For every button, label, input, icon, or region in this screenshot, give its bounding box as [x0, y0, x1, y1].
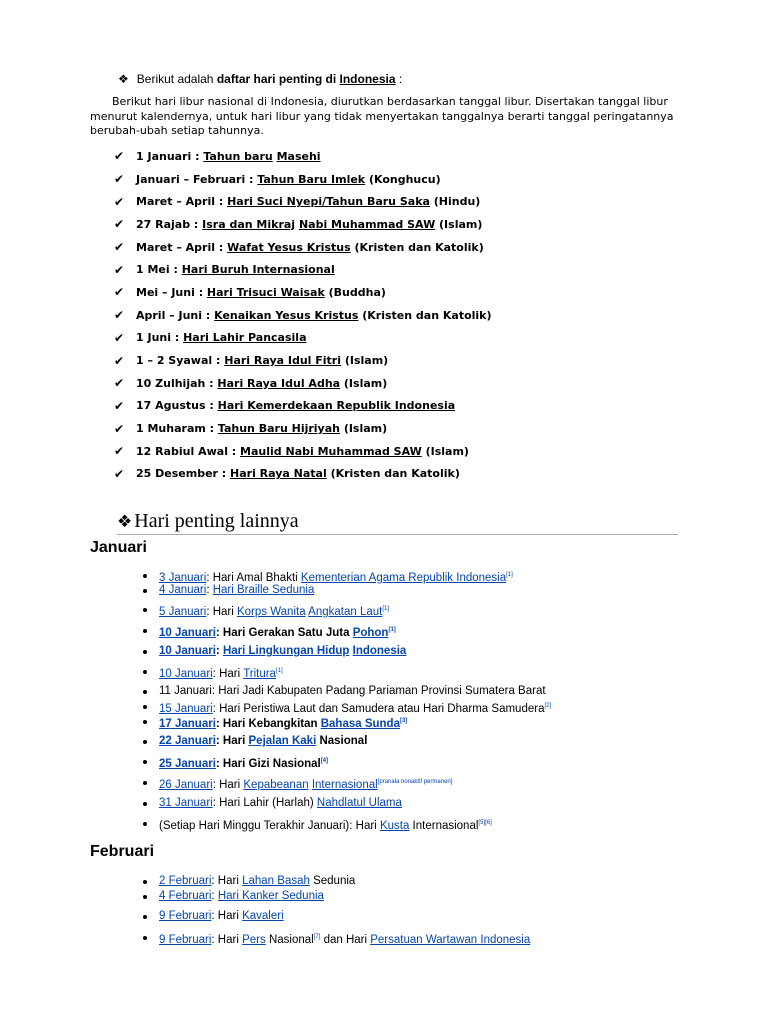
holiday-date: 10 Zulhijah :: [136, 376, 218, 390]
diamond-bullet-icon: ❖: [118, 72, 129, 86]
list-item: [140, 714, 551, 734]
event-text: : Hari: [212, 667, 244, 680]
checkmark-icon: ✔: [114, 330, 125, 345]
event-link[interactable]: Nahdlatul Ulama: [316, 797, 402, 809]
event-text: : Hari: [206, 605, 237, 618]
event-text: :: [211, 890, 218, 902]
list-item: [140, 775, 551, 796]
list-item: [114, 463, 492, 486]
holiday-list: [114, 145, 492, 485]
event-link[interactable]: Kavaleri: [242, 910, 284, 922]
holiday-note: (Islam): [339, 422, 388, 436]
month-heading-januari: Januari: [90, 539, 147, 556]
event-link[interactable]: 4 Januari: [159, 584, 207, 596]
checkmark-icon: ✔: [114, 172, 125, 187]
holiday-text: [136, 445, 469, 458]
holiday-link[interactable]: Hari Raya Idul Fitri: [224, 354, 342, 368]
event-link[interactable]: 10 Januari: [159, 667, 213, 680]
holiday-date: Januari – Februari :: [136, 172, 258, 186]
month-heading-februari: Februari: [90, 843, 155, 860]
holiday-link[interactable]: Hari Lahir Pancasila: [183, 331, 307, 345]
list-item: [140, 568, 551, 583]
event-link[interactable]: 31 Januari: [159, 797, 213, 809]
intro-line: [118, 72, 402, 86]
list-item: [114, 395, 492, 418]
list-item: [140, 644, 551, 664]
event-text: : Hari: [211, 875, 243, 887]
checkmark-icon: ✔: [114, 217, 125, 232]
holiday-date: 17 Agustus :: [136, 399, 218, 413]
holiday-note: (Konghucu): [365, 172, 441, 186]
checkmark-icon: ✔: [114, 285, 125, 300]
list-item: [140, 583, 551, 602]
event-text: : Hari Gerakan Satu Juta: [215, 626, 353, 639]
event-link[interactable]: Hari Braille Sedunia: [212, 584, 315, 596]
list-item: [140, 754, 551, 775]
holiday-note: (Islam): [421, 444, 469, 458]
holiday-date: 1 Mei :: [136, 263, 182, 277]
holiday-date: 1 Januari :: [136, 149, 204, 163]
event-link[interactable]: 2 Februari: [159, 875, 212, 887]
event-link[interactable]: 26 Januari: [159, 778, 213, 791]
holiday-date: 25 Desember :: [136, 467, 231, 481]
holiday-link[interactable]: Tahun Baru Hijriyah: [217, 422, 340, 436]
event-link[interactable]: 5 Januari: [159, 605, 207, 618]
event-link[interactable]: 22 Januari: [159, 735, 216, 747]
list-item: [114, 168, 492, 191]
holiday-note: (Islam): [340, 376, 388, 390]
event-link[interactable]: Pohon: [352, 626, 389, 639]
section-heading: [117, 510, 678, 535]
event-text: : Hari Lahir (Harlah): [212, 797, 317, 809]
event-list-februari: [140, 874, 530, 950]
list-item: [140, 889, 530, 909]
holiday-note: (Kristen dan Katolik): [358, 308, 492, 322]
holiday-date: April – Juni :: [136, 308, 215, 322]
holiday-link[interactable]: Kenaikan Yesus Kristus: [214, 308, 359, 322]
holiday-link[interactable]: Maulid Nabi Muhammad SAW: [240, 444, 422, 458]
holiday-text: [136, 195, 480, 208]
reference-link[interactable]: [1]: [388, 627, 396, 633]
holiday-date: Mei – Juni :: [136, 285, 207, 299]
list-item: [140, 664, 551, 684]
holiday-text: [136, 263, 335, 276]
event-link[interactable]: Tritura: [243, 667, 276, 680]
holiday-link[interactable]: Hari Trisuci Waisak: [206, 285, 325, 299]
event-link[interactable]: Korps Wanita: [236, 605, 306, 618]
holiday-note: (Kristen dan Katolik): [326, 467, 460, 481]
event-list-januari: [140, 568, 551, 836]
reference-link[interactable]: [4]: [320, 758, 329, 764]
holiday-date: 1 – 2 Syawal :: [136, 354, 225, 368]
holiday-link[interactable]: Hari Suci Nyepi/Tahun Baru Saka: [227, 195, 430, 209]
reference-link[interactable]: [3]: [399, 718, 408, 724]
holiday-text: [136, 422, 387, 435]
list-item: [114, 213, 492, 236]
holiday-note: (Hindu): [429, 195, 481, 209]
list-item: [140, 623, 551, 644]
list-item: [114, 304, 492, 327]
list-item: [140, 734, 551, 754]
holiday-link[interactable]: Tahun baru: [203, 149, 273, 163]
holiday-text: [136, 354, 388, 367]
holiday-link[interactable]: Nabi Muhammad SAW: [298, 217, 436, 231]
holiday-link[interactable]: Hari Kemerdekaan Republik Indonesia: [217, 399, 456, 413]
event-link[interactable]: Hari Kanker Sedunia: [217, 890, 324, 902]
list-item: [140, 699, 551, 714]
list-item: [140, 874, 530, 889]
holiday-date: 27 Rajab :: [136, 217, 203, 231]
intro-bold: daftar hari penting di: [216, 72, 340, 86]
holiday-text: [136, 241, 484, 254]
list-item: [114, 145, 492, 168]
event-link[interactable]: 9 Februari: [159, 933, 212, 946]
event-link[interactable]: Internasional: [311, 778, 378, 791]
event-link[interactable]: 9 Februari: [159, 910, 212, 922]
list-item: [114, 258, 492, 281]
list-item: [114, 440, 492, 463]
list-item: [114, 281, 492, 304]
event-link[interactable]: 25 Januari: [159, 757, 216, 770]
event-link[interactable]: Pejalan Kaki: [248, 735, 317, 747]
holiday-date: 12 Rabiul Awal :: [136, 444, 241, 458]
list-item: [114, 327, 492, 350]
diamond-bullet-icon: ❖: [117, 512, 133, 531]
checkmark-icon: ✔: [114, 353, 125, 368]
checkmark-icon: ✔: [114, 262, 125, 277]
intro-paragraph: Berikut hari libur nasional di Indonesia, diurutkan berdasarkan tanggal libur. Disertakan tanggal libur menurut kalendernya, untuk hari libur yang tidak menyertakan tanggalnya berarti tanggal peringatannya berubah-ubah setiap tahunnya.: [90, 95, 674, 137]
reference-link[interactable]: [2]: [544, 703, 552, 709]
event-link[interactable]: Persatuan Wartawan Indonesia: [370, 933, 531, 946]
event-link[interactable]: 10 Januari: [159, 645, 216, 657]
holiday-link[interactable]: Hari Raya Idul Adha: [217, 376, 341, 390]
event-text: : Hari: [211, 910, 243, 922]
event-link[interactable]: Angkatan Laut: [308, 605, 383, 618]
holiday-link[interactable]: Hari Buruh Internasional: [181, 263, 335, 277]
event-text: Nasional: [265, 933, 314, 946]
event-link[interactable]: Pers: [242, 933, 266, 946]
holiday-note: (Islam): [435, 217, 483, 231]
list-item: [140, 909, 530, 930]
list-item: [114, 417, 492, 440]
event-link[interactable]: 3 Januari: [159, 571, 207, 584]
checkmark-icon: ✔: [114, 444, 125, 459]
holiday-date: Maret – April :: [136, 195, 228, 209]
event-text: :: [215, 645, 223, 657]
event-link[interactable]: 17 Januari: [159, 717, 216, 730]
event-link[interactable]: Kepabeanan: [243, 778, 309, 791]
checkmark-icon: ✔: [114, 240, 125, 255]
event-link[interactable]: Hari Lingkungan Hidup: [222, 645, 350, 657]
event-text: Internasional: [409, 819, 479, 832]
list-item: [140, 930, 530, 950]
event-link[interactable]: Kusta: [379, 819, 410, 832]
holiday-text: [136, 286, 386, 299]
list-item: [114, 349, 492, 372]
holiday-link[interactable]: Isra dan Mikraj: [202, 217, 296, 231]
holiday-text: [136, 150, 321, 163]
list-item: [140, 684, 551, 699]
event-text: : Hari: [211, 933, 243, 946]
checkmark-icon: ✔: [114, 308, 125, 323]
event-link[interactable]: Lahan Basah: [242, 875, 310, 887]
holiday-text: [136, 173, 441, 186]
event-link[interactable]: 4 Februari: [159, 890, 212, 902]
event-text: : Hari Kebangkitan: [215, 717, 321, 730]
holiday-link[interactable]: Masehi: [276, 149, 321, 163]
reference-link[interactable]: [1]: [506, 572, 513, 578]
event-text: Nasional: [316, 735, 368, 747]
event-link[interactable]: 15 Januari: [159, 702, 213, 715]
list-item: [114, 236, 492, 259]
holiday-link[interactable]: Tahun Baru Imlek: [257, 172, 366, 186]
holiday-date: 1 Juni :: [136, 331, 184, 345]
reference-link[interactable]: [7]: [313, 934, 321, 940]
intro-lead: Berikut adalah: [136, 72, 217, 86]
event-text: 11 Januari: Hari Jadi Kabupaten Padang Pariaman Provinsi Sumatera Barat: [159, 685, 546, 697]
intro-link[interactable]: Indonesia: [339, 72, 396, 86]
holiday-link[interactable]: Hari Raya Natal: [230, 467, 327, 481]
holiday-text: [136, 467, 460, 480]
event-text: Sedunia: [309, 875, 356, 887]
checkmark-icon: ✔: [114, 398, 125, 413]
holiday-text: [136, 377, 387, 390]
event-text: (Setiap Hari Minggu Terakhir Januari): Hari: [159, 819, 380, 832]
holiday-text: [136, 399, 455, 412]
holiday-date: 1 Muharam :: [136, 422, 218, 436]
checkmark-icon: ✔: [114, 149, 125, 164]
reference-link[interactable]: [1]: [382, 606, 389, 612]
event-text: : Hari Gizi Nasional: [215, 757, 321, 770]
list-item: [114, 372, 492, 395]
event-text: dan Hari: [320, 933, 371, 946]
holiday-note: (Kristen dan Katolik): [350, 240, 484, 254]
checkmark-icon: ✔: [114, 194, 125, 209]
event-link[interactable]: Kementerian Agama Republik Indonesia: [300, 571, 507, 584]
event-link[interactable]: Bahasa Sunda: [320, 717, 400, 730]
list-item: [140, 602, 551, 623]
event-text: : Hari: [215, 735, 249, 747]
reference-link[interactable]: [pranala nonaktif permanen]: [377, 779, 453, 785]
reference-link[interactable]: [1]: [276, 668, 283, 674]
event-text: : Hari: [212, 778, 244, 791]
event-link[interactable]: Indonesia: [352, 645, 407, 657]
list-item: [140, 816, 551, 836]
event-text: :: [206, 584, 213, 596]
event-text: : Hari Amal Bhakti: [206, 571, 301, 584]
holiday-note: (Buddha): [324, 285, 386, 299]
list-item: [114, 190, 492, 213]
checkmark-icon: ✔: [114, 376, 125, 391]
holiday-note: (Islam): [341, 354, 389, 368]
checkmark-icon: ✔: [114, 466, 125, 481]
event-link[interactable]: 10 Januari: [159, 626, 216, 639]
event-text: : Hari Peristiwa Laut dan Samudera atau Hari Dharma Samudera: [212, 702, 545, 715]
holiday-date: Maret – April :: [136, 240, 228, 254]
holiday-text: [136, 218, 482, 231]
list-item: [140, 796, 551, 816]
holiday-link[interactable]: Wafat Yesus Kristus: [227, 240, 351, 254]
reference-link[interactable]: [5][6]: [478, 820, 492, 826]
intro-tail: :: [395, 72, 403, 86]
holiday-text: [136, 309, 492, 322]
holiday-text: [136, 331, 307, 344]
checkmark-icon: ✔: [114, 421, 125, 436]
section-heading-text: Hari penting lainnya: [134, 510, 299, 532]
